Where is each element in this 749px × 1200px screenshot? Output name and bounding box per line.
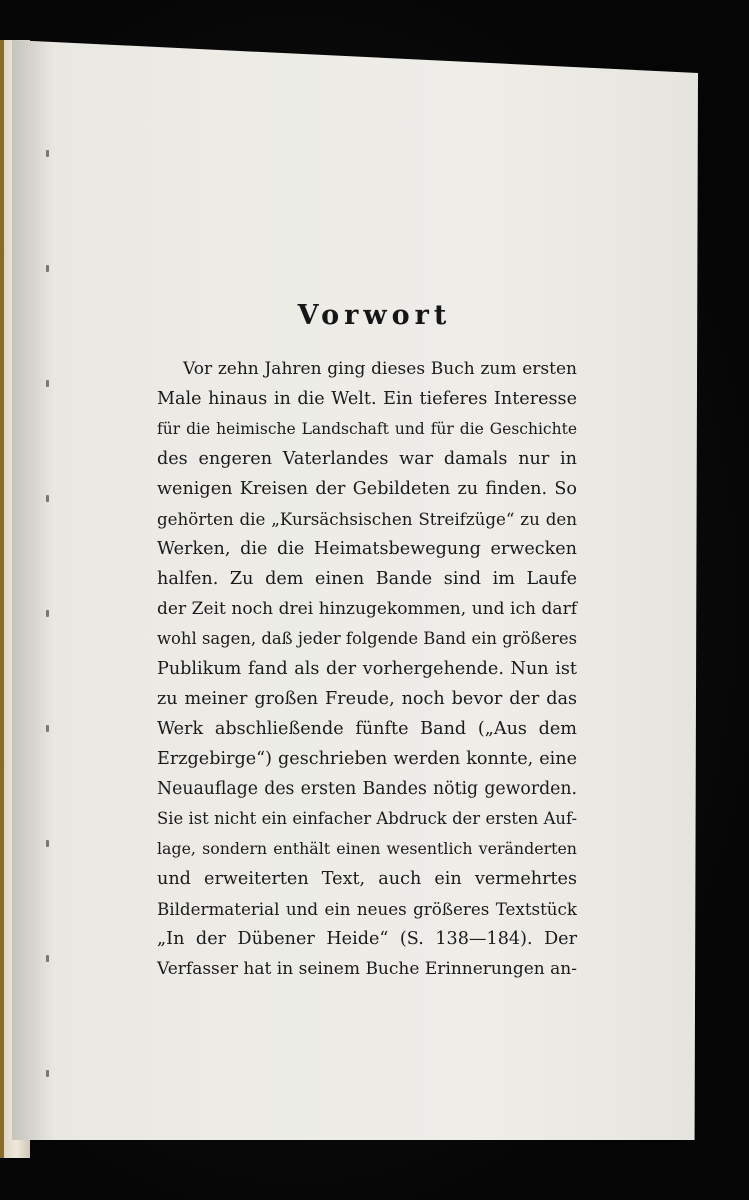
page-gutter-shadow	[12, 40, 54, 1140]
text-line: der Zeit noch drei hinzugekommen, und ich darf	[157, 599, 577, 619]
text-line: Erzgebirge“) geschrieben werden konnte, eine	[157, 749, 577, 769]
binding-thread-mark	[46, 495, 49, 502]
text-line: des engeren Vaterlandes war damals nur in	[157, 449, 577, 469]
text-line: und erweiterten Text, auch ein vermehrtes	[157, 869, 577, 889]
preface-paragraph	[157, 354, 577, 984]
text-line: Neuauflage des ersten Bandes nötig geworden.	[157, 779, 577, 799]
binding-thread-mark	[46, 610, 49, 617]
binding-thread-mark	[46, 150, 49, 157]
text-line: für die heimische Landschaft und für die Geschichte	[157, 420, 577, 438]
binding-thread-mark	[46, 1070, 49, 1077]
binding-thread-mark	[46, 955, 49, 962]
text-line: Verfasser hat in seinem Buche Erinnerungen an-	[157, 959, 577, 979]
text-line: Bildermaterial und ein neues größeres Textstück	[157, 899, 577, 919]
text-line: wenigen Kreisen der Gebildeten zu finden. So	[157, 479, 577, 499]
text-line: „In der Dübener Heide“ (S. 138—184). Der	[157, 929, 577, 949]
text-line: lage, sondern enthält einen wesentlich veränderten	[157, 839, 577, 858]
book-spine-edge	[0, 40, 4, 1158]
text-line: Publikum fand als der vorhergehende. Nun ist	[157, 659, 577, 679]
binding-thread-mark	[46, 840, 49, 847]
text-line: Vor zehn Jahren ging dieses Buch zum ersten	[183, 359, 577, 379]
binding-thread-mark	[46, 380, 49, 387]
text-line: Werk abschließende fünfte Band („Aus dem	[157, 719, 577, 739]
text-line: gehörten die „Kursächsischen Streifzüge“ zu den	[157, 509, 577, 529]
text-line: Male hinaus in die Welt. Ein tieferes Interesse	[157, 389, 577, 409]
text-line: Sie ist nicht ein einfacher Abdruck der ersten Auf-	[157, 809, 577, 828]
binding-thread-mark	[46, 725, 49, 732]
text-line: Werken, die die Heimatsbewegung erwecken	[157, 539, 577, 559]
text-line: zu meiner großen Freude, noch bevor der das	[157, 689, 577, 709]
text-line: wohl sagen, daß jeder folgende Band ein größeres	[157, 629, 577, 648]
text-line: halfen. Zu dem einen Bande sind im Laufe	[157, 569, 577, 589]
page-heading: Vorwort	[297, 300, 452, 331]
binding-thread-mark	[46, 265, 49, 272]
